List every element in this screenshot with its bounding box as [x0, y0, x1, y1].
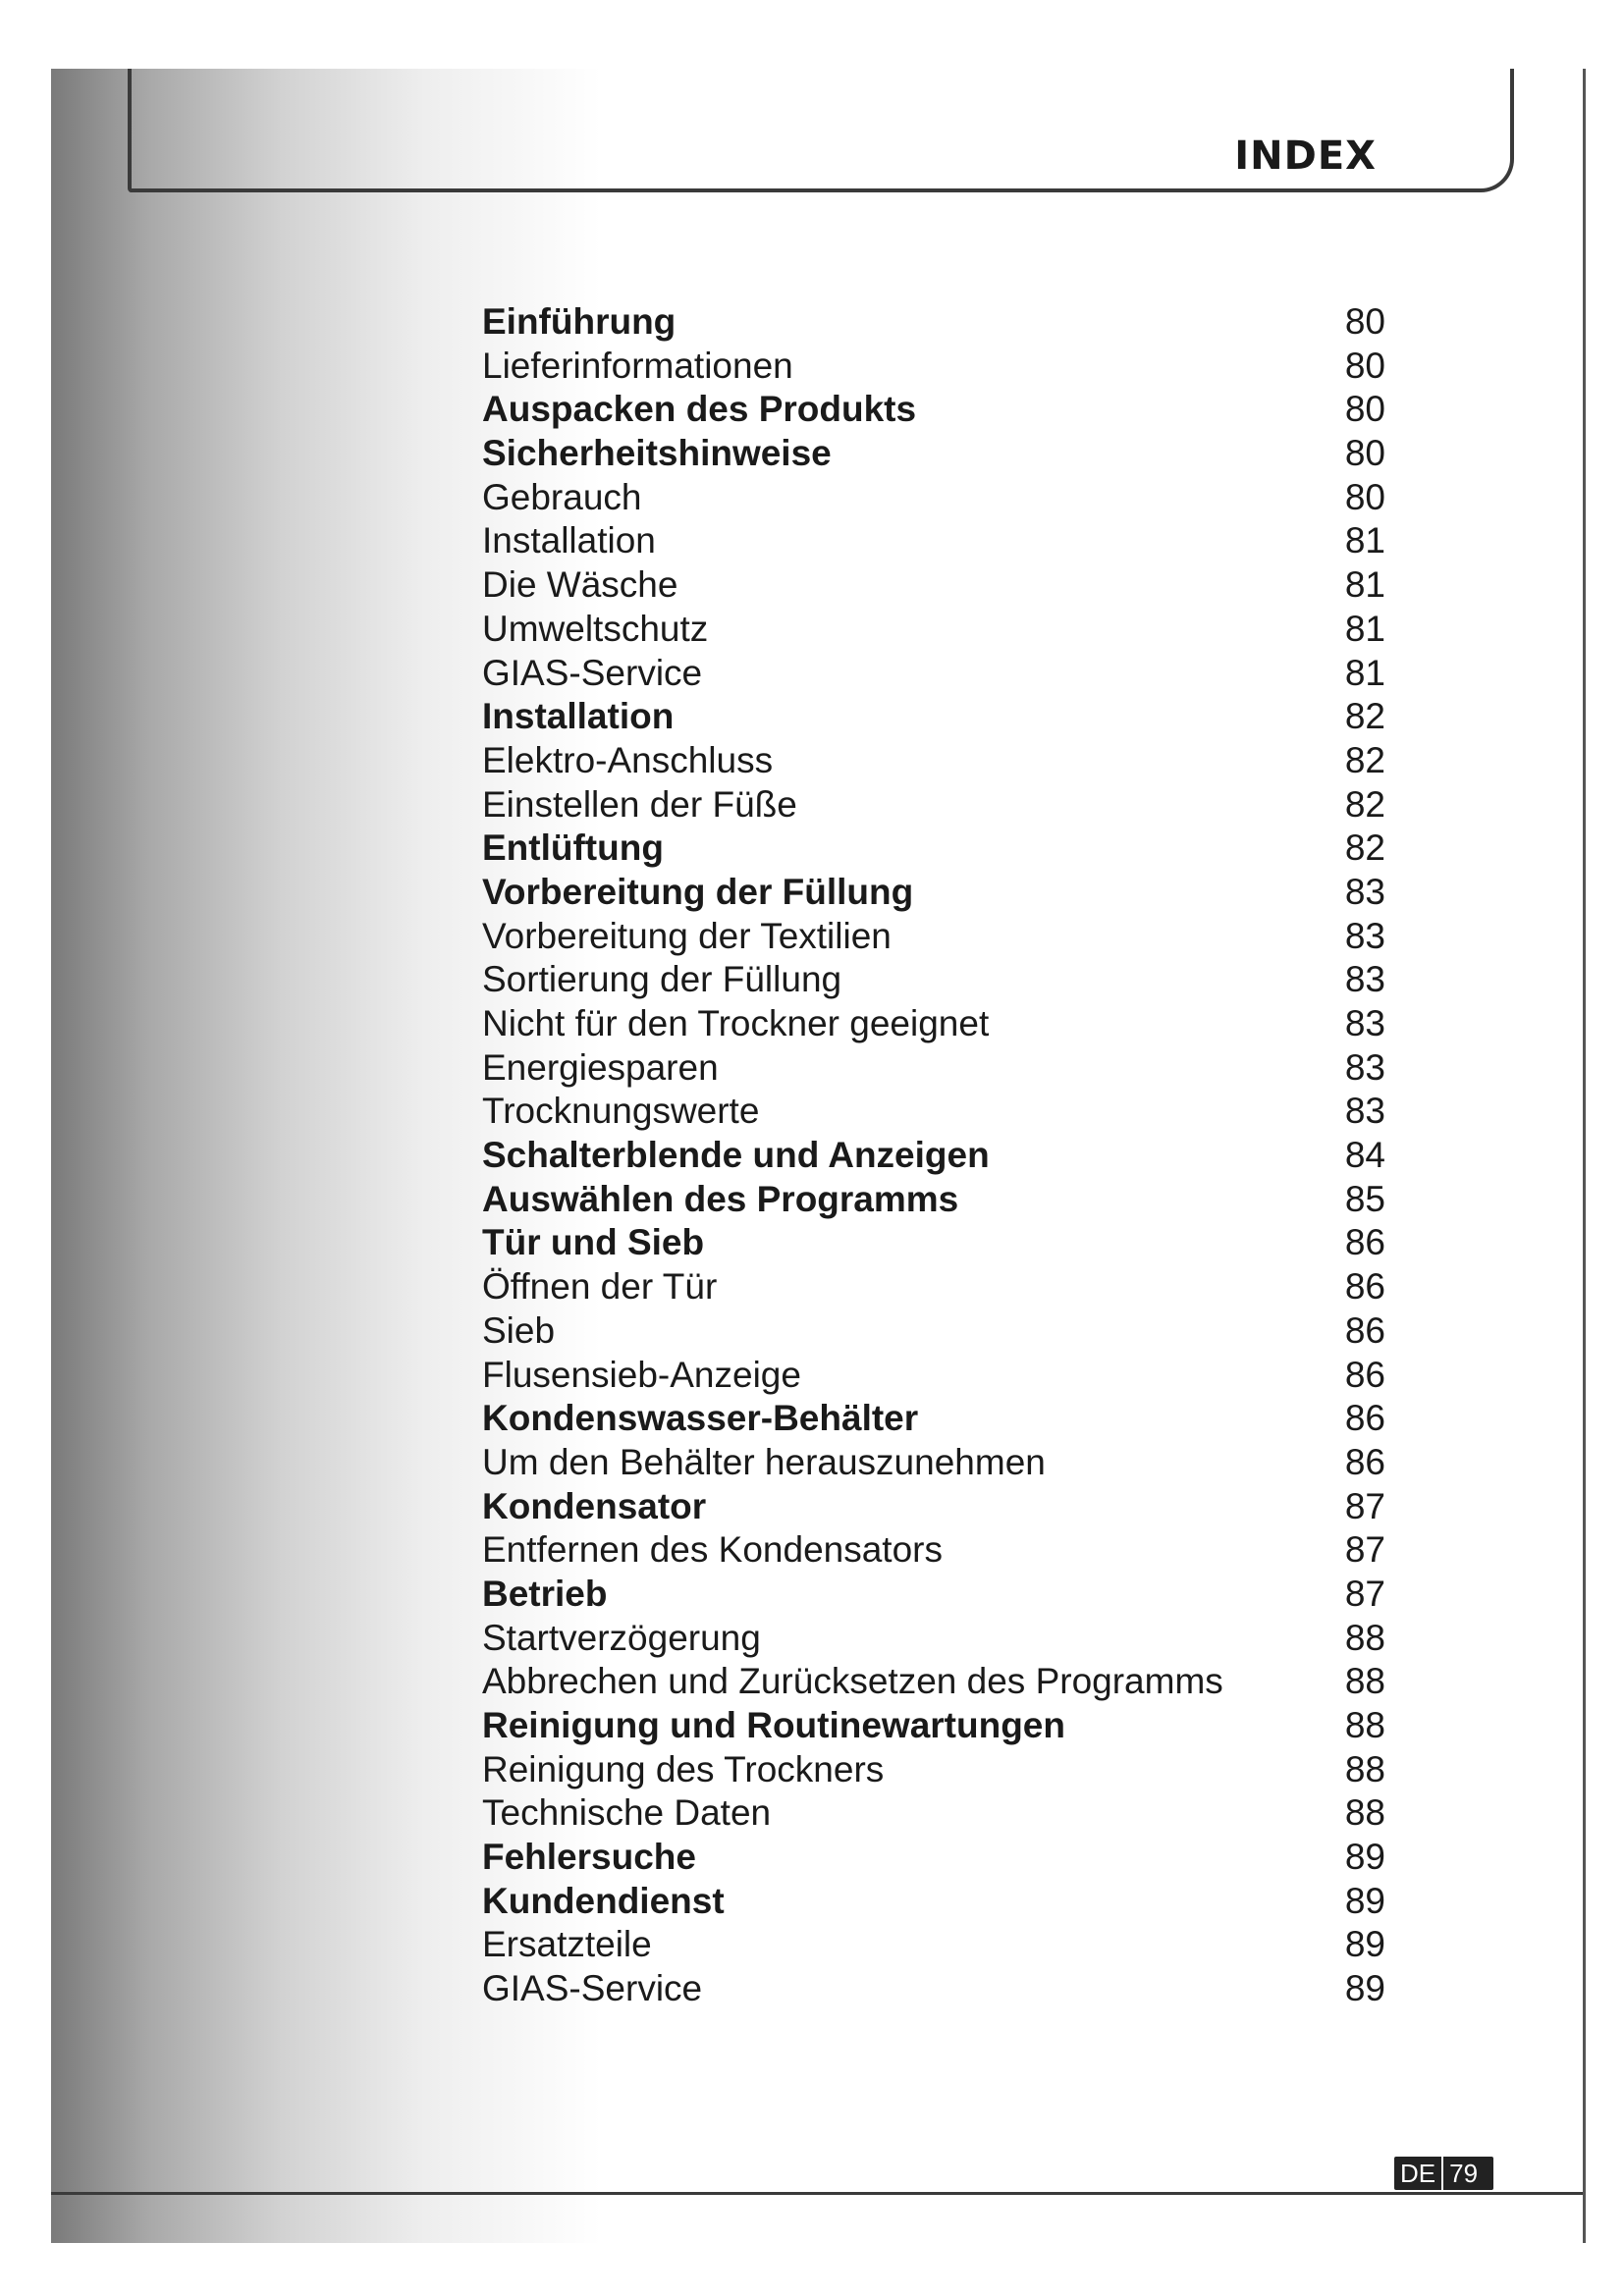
toc-entry-page: 86 [1344, 1266, 1385, 1308]
toc-entry [482, 519, 1385, 563]
toc-entry-label: Installation [482, 520, 656, 561]
toc-entry-label: Elektro-Anschluss [482, 739, 774, 780]
toc-entry-label: Reinigung und Routinewartungen [482, 1705, 1065, 1745]
toc-entry-page: 89 [1344, 1837, 1385, 1878]
toc-entry [482, 1397, 1385, 1441]
toc-entry-label: Technische Daten [482, 1792, 772, 1834]
toc-entry-label: Kundendienst [482, 1880, 725, 1921]
toc-entry-label: Tür und Sieb [482, 1222, 705, 1263]
toc-entry-page: 87 [1344, 1529, 1385, 1571]
toc-entry [482, 739, 1385, 783]
toc-entry-page: 88 [1344, 1617, 1385, 1658]
toc-entry [482, 432, 1385, 476]
page-title: INDEX [1234, 133, 1377, 179]
toc-entry [482, 1485, 1385, 1529]
toc-entry [482, 652, 1385, 696]
toc-entry [482, 1617, 1385, 1661]
toc-entry-page: 80 [1344, 389, 1385, 430]
toc-entry-label: Kondenswasser-Behälter [482, 1398, 919, 1439]
toc-entry-label: Einstellen der Füße [482, 783, 797, 825]
toc-entry [482, 1836, 1385, 1880]
toc-entry-label: Flusensieb-Anzeige [482, 1354, 801, 1395]
toc-entry [482, 871, 1385, 915]
toc-entry [482, 1354, 1385, 1398]
toc-entry-page: 80 [1344, 476, 1385, 517]
toc-entry [482, 1528, 1385, 1573]
toc-entry-page: 88 [1344, 1705, 1385, 1745]
toc-entry-label: Gebrauch [482, 476, 642, 517]
toc-entry-label: Umweltschutz [482, 608, 709, 649]
toc-entry-page: 88 [1344, 1748, 1385, 1789]
toc-entry-label: GIAS-Service [482, 652, 703, 693]
toc-entry-page: 83 [1344, 1046, 1385, 1088]
toc-entry-label: Reinigung des Trockners [482, 1748, 885, 1789]
toc-entry-label: Sieb [482, 1309, 556, 1351]
toc-entry-label: Die Wäsche [482, 564, 678, 606]
toc-entry [482, 1441, 1385, 1485]
language-code: DE [1394, 2157, 1443, 2190]
toc-entry-label: Einführung [482, 301, 677, 342]
toc-entry [482, 300, 1385, 345]
toc-entry-page: 84 [1344, 1135, 1385, 1176]
toc-entry-page: 81 [1344, 564, 1385, 606]
toc-entry-label: Kondensator [482, 1485, 707, 1526]
toc-entry-page: 81 [1344, 652, 1385, 693]
toc-entry-page: 81 [1344, 520, 1385, 561]
toc-entry-label: Sicherheitshinweise [482, 433, 832, 474]
toc-entry-label: Entlüftung [482, 828, 664, 869]
toc-entry-page: 82 [1344, 828, 1385, 869]
toc-entry-page: 86 [1344, 1222, 1385, 1263]
page-number-badge [1394, 2157, 1493, 2190]
toc-entry-page: 89 [1344, 1924, 1385, 1965]
toc-entry [482, 1134, 1385, 1178]
toc-entry [482, 608, 1385, 652]
toc-entry [482, 345, 1385, 389]
toc-entry-page: 88 [1344, 1661, 1385, 1702]
toc-entry [482, 1002, 1385, 1046]
toc-entry-label: Startverzögerung [482, 1617, 761, 1658]
toc-entry-label: Um den Behälter herauszunehmen [482, 1441, 1046, 1482]
toc-entry-page: 83 [1344, 959, 1385, 1000]
toc-entry [482, 827, 1385, 871]
toc-entry-page: 86 [1344, 1309, 1385, 1351]
toc-entry-page: 82 [1344, 739, 1385, 780]
toc-entry [482, 1178, 1385, 1222]
toc-entry-page: 86 [1344, 1398, 1385, 1439]
toc-entry [482, 1660, 1385, 1704]
toc-entry-page: 83 [1344, 871, 1385, 912]
right-border-rule [1583, 69, 1586, 2243]
toc-entry [482, 1090, 1385, 1134]
page-number: 79 [1449, 2159, 1479, 2188]
toc-entry-label: Ersatzteile [482, 1924, 652, 1965]
toc-entry-page: 83 [1344, 1003, 1385, 1043]
toc-entry-label: Sortierung der Füllung [482, 959, 842, 1000]
toc-entry [482, 1967, 1385, 2011]
toc-entry-page: 80 [1344, 433, 1385, 474]
toc-entry [482, 1880, 1385, 1924]
toc-entry [482, 1573, 1385, 1617]
toc-entry-page: 88 [1344, 1792, 1385, 1834]
toc-entry-label: Öffnen der Tür [482, 1266, 718, 1308]
toc-entry-label: Betrieb [482, 1573, 608, 1614]
toc-entry-label: Vorbereitung der Textilien [482, 915, 892, 956]
toc-entry-label: Schalterblende und Anzeigen [482, 1135, 990, 1176]
toc-entry [482, 388, 1385, 432]
toc-entry-label: Entfernen des Kondensators [482, 1529, 943, 1571]
toc-entry-page: 86 [1344, 1441, 1385, 1482]
toc-entry-page: 81 [1344, 608, 1385, 649]
toc-entry-label: Lieferinformationen [482, 345, 793, 386]
toc-entry [482, 783, 1385, 828]
toc-entry [482, 1221, 1385, 1265]
toc-entry [482, 915, 1385, 959]
table-of-contents [482, 300, 1385, 2011]
toc-entry-page: 83 [1344, 1091, 1385, 1132]
toc-entry [482, 1748, 1385, 1792]
toc-entry-page: 80 [1344, 301, 1385, 342]
toc-entry-page: 87 [1344, 1573, 1385, 1614]
toc-entry-label: Energiesparen [482, 1046, 719, 1088]
toc-entry-label: Auspacken des Produkts [482, 389, 917, 430]
toc-entry-label: Auswählen des Programms [482, 1178, 959, 1219]
toc-entry [482, 695, 1385, 739]
toc-entry-label: Fehlersuche [482, 1837, 696, 1878]
toc-entry-page: 80 [1344, 345, 1385, 386]
toc-entry-page: 85 [1344, 1178, 1385, 1219]
toc-entry [482, 1046, 1385, 1091]
toc-entry [482, 1309, 1385, 1354]
toc-entry [482, 1704, 1385, 1748]
toc-entry-page: 82 [1344, 783, 1385, 825]
toc-entry-page: 86 [1344, 1354, 1385, 1395]
toc-entry-page: 82 [1344, 696, 1385, 737]
toc-entry-label: Installation [482, 696, 675, 737]
toc-entry-page: 87 [1344, 1485, 1385, 1526]
toc-entry [482, 563, 1385, 608]
toc-entry-page: 89 [1344, 1968, 1385, 2009]
toc-entry-label: GIAS-Service [482, 1968, 703, 2009]
toc-entry [482, 1265, 1385, 1309]
toc-entry-label: Trocknungswerte [482, 1091, 760, 1132]
toc-entry-label: Nicht für den Trockner geeignet [482, 1003, 990, 1043]
toc-entry [482, 958, 1385, 1002]
toc-entry-page: 89 [1344, 1880, 1385, 1921]
toc-entry [482, 1791, 1385, 1836]
toc-entry-label: Abbrechen und Zurücksetzen des Programms [482, 1661, 1223, 1702]
toc-entry-label: Vorbereitung der Füllung [482, 871, 914, 912]
toc-entry [482, 476, 1385, 520]
toc-entry-page: 83 [1344, 915, 1385, 956]
bottom-border-rule [51, 2192, 1583, 2195]
toc-entry [482, 1923, 1385, 1967]
